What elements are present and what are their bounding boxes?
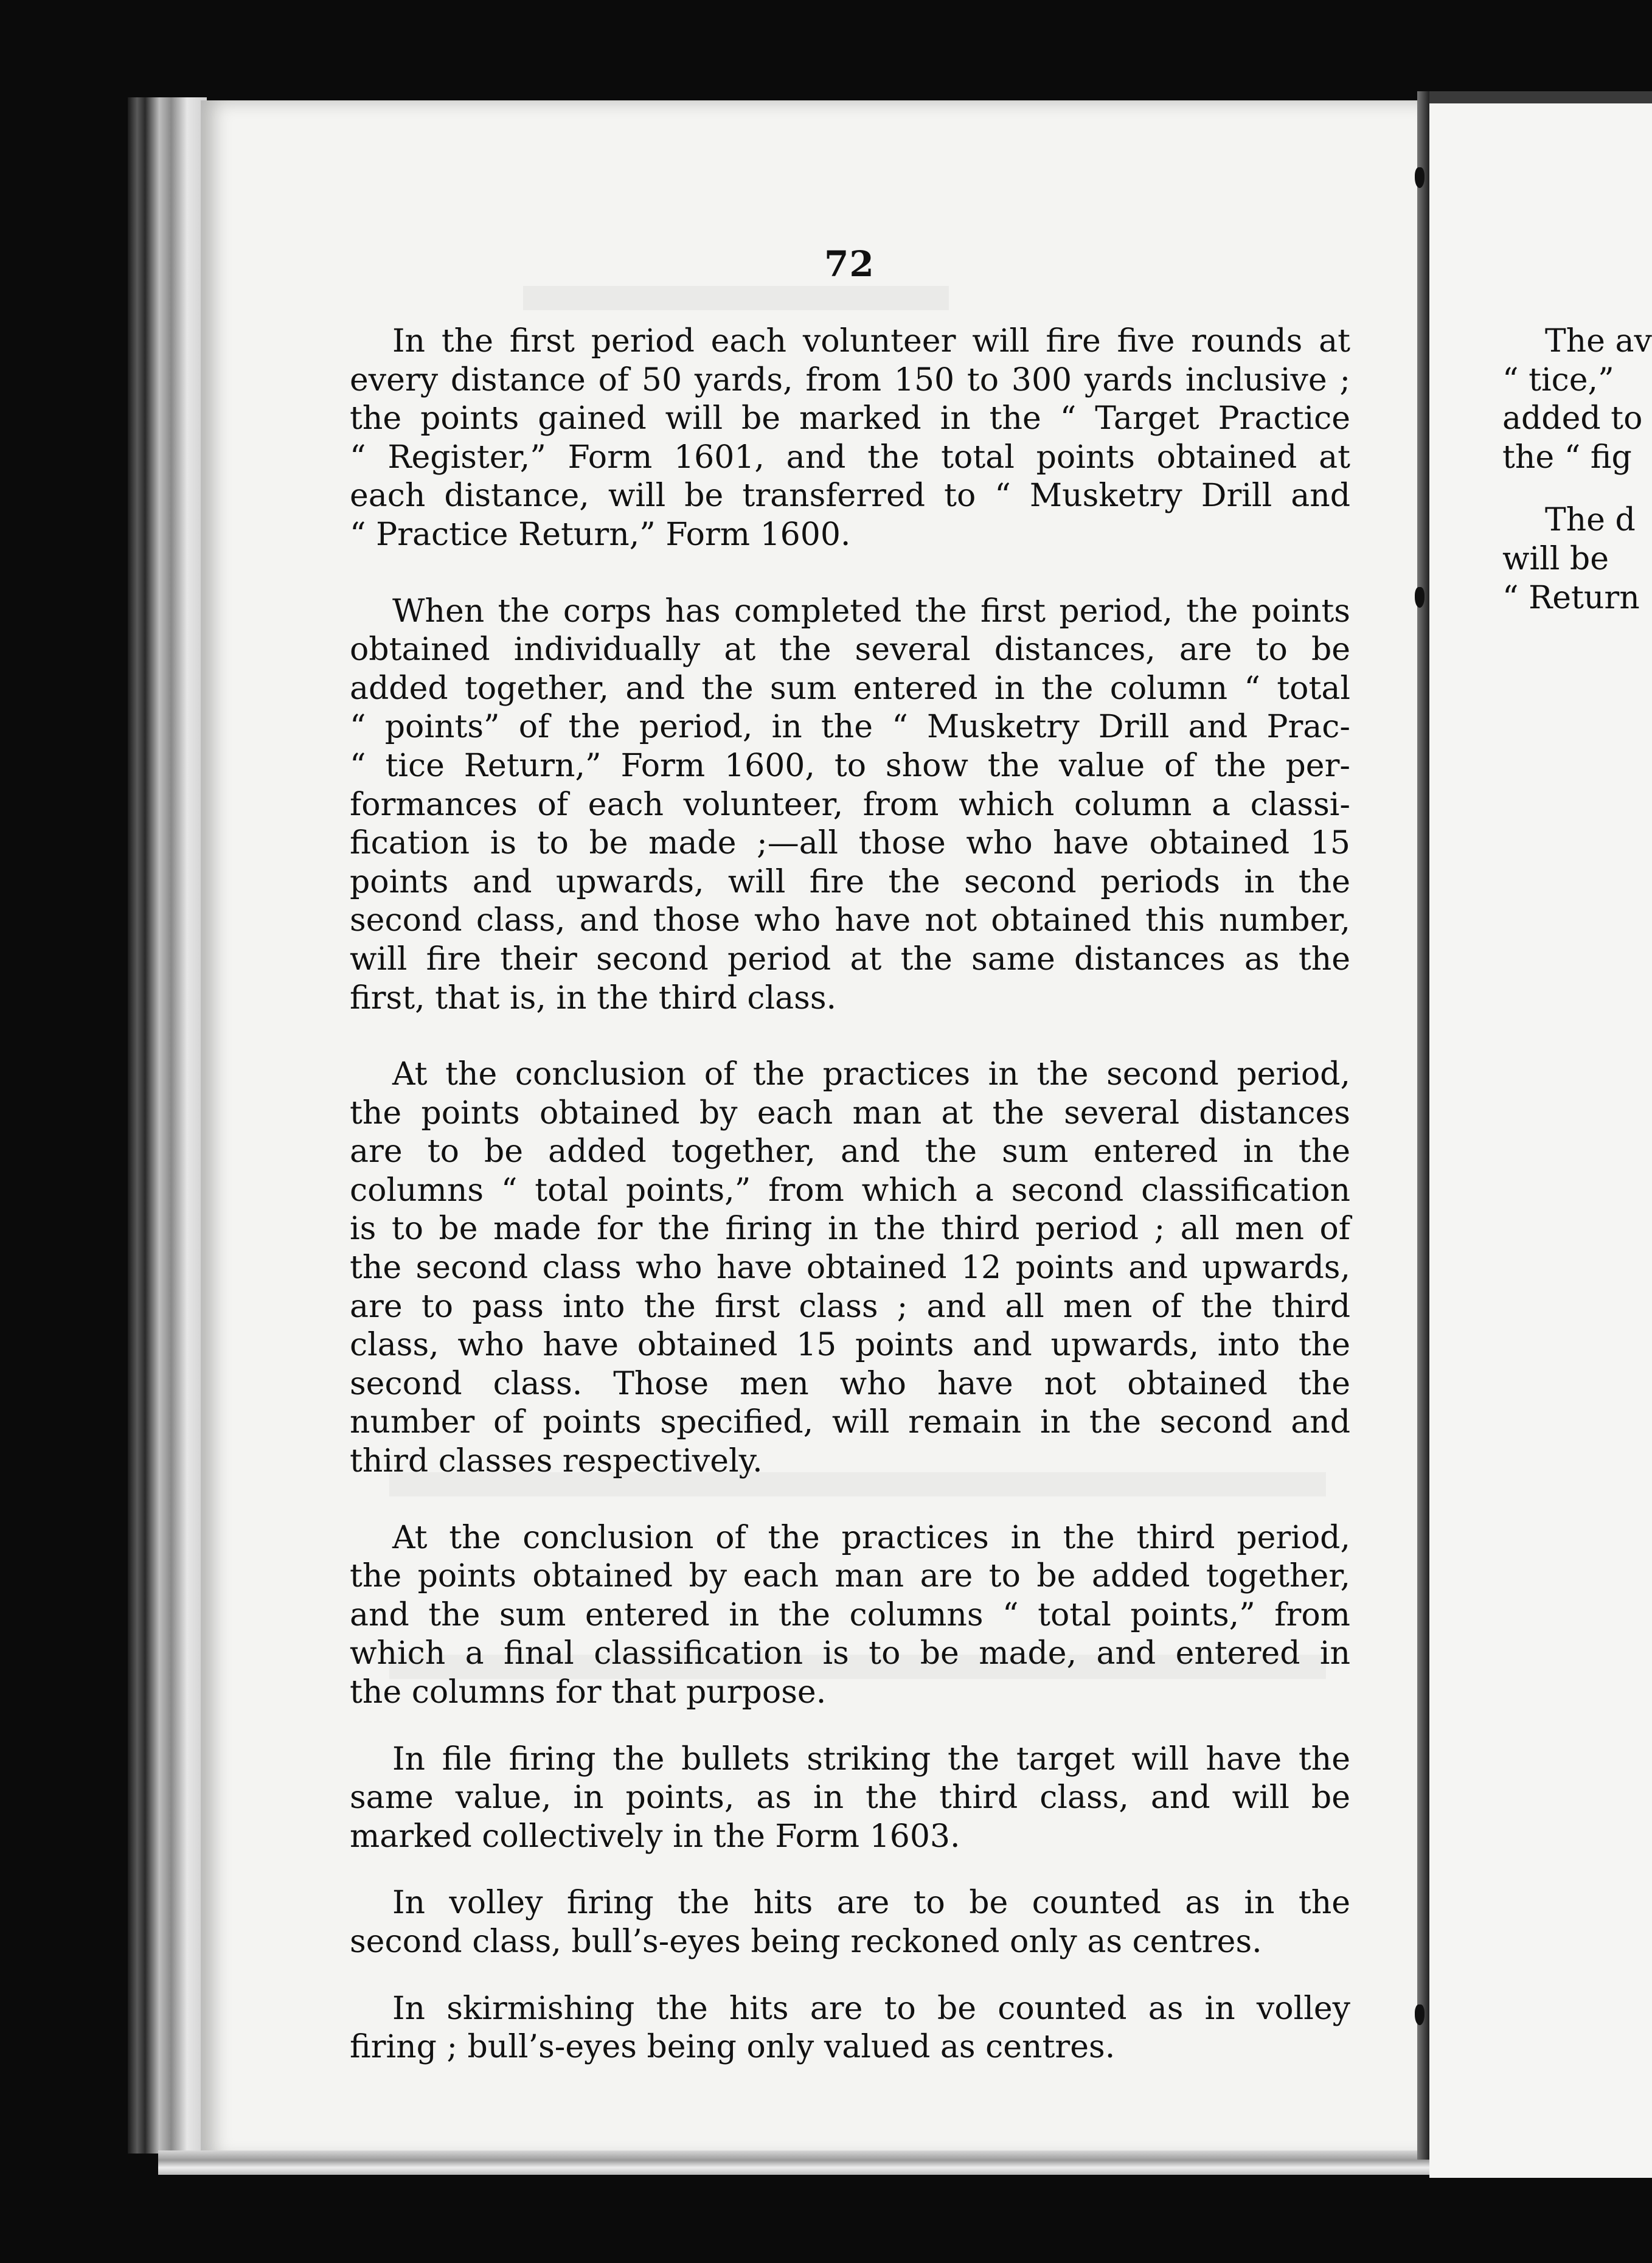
binding-mark [1415,2004,1425,2025]
text-line: each distance, will be transferred to “ Musketry Drill and [350,478,1350,515]
facing-page-line: The av [1545,323,1652,360]
text-line: second class, bull’s-eyes being reckoned only as centres. [350,1923,1262,1960]
text-line: class, who have obtained 15 points and upwards, into the [350,1327,1350,1364]
text-line: “ tice Return,” Form 1600, to show the value of the per- [350,747,1350,784]
page-body [350,322,1350,2067]
text-line: are to be added together, and the sum entered in the [350,1133,1350,1170]
paragraph [350,322,1350,555]
text-line: marked collectively in the Form 1603. [350,1818,960,1855]
text-line: “ points” of the period, in the “ Musketry Drill and Prac- [350,709,1350,746]
text-line: is to be made for the firing in the third period ; all men of [350,1211,1350,1248]
text-line: In the first period each volunteer will fire five rounds at [392,323,1350,360]
text-line: the points obtained by each man are to be added together, [350,1558,1350,1595]
text-line: second class. Those men who have not obtained the [350,1365,1350,1402]
book-gutter [1417,91,1429,2160]
text-line: second class, and those who have not obtained this number, [350,902,1350,939]
text-line: In skirmishing the hits are to be counted as in volley [392,1990,1350,2027]
binding-mark [1415,167,1425,188]
text-line: At the conclusion of the practices in the third period, [392,1519,1350,1556]
text-line: third classes respectively. [350,1443,763,1480]
text-line: are to pass into the first class ; and all men of the third [350,1288,1350,1325]
show-through-smudge [523,286,949,310]
text-line: the second class who have obtained 12 points and upwards, [350,1250,1350,1287]
paragraph [350,1740,1350,1857]
text-line: the columns for that purpose. [350,1674,827,1711]
text-line: points and upwards, will fire the second periods in the [350,863,1350,900]
page-number: 72 [824,243,875,285]
facing-page-line: will be [1502,540,1609,577]
binding-mark [1415,587,1425,608]
text-line: In volley firing the hits are to be counted as in the [392,1885,1350,1922]
facing-page-line: “ Return [1502,579,1640,616]
facing-page-text [1502,322,1652,617]
book-spine [128,97,207,2154]
facing-page-line: The d [1545,502,1636,539]
text-line: same value, in points, as in the third class, and will be [350,1779,1350,1816]
text-line: columns “ total points,” from which a second classification [350,1172,1350,1209]
text-line: At the conclusion of the practices in the second period, [392,1056,1350,1093]
facing-page-line: added to [1502,400,1643,437]
text-line: the points gained will be marked in the “ Target Practice [350,400,1350,437]
right-page-top-shadow [1429,91,1652,103]
text-line: formances of each volunteer, from which column a classi- [350,786,1350,823]
text-line: In file firing the bullets striking the target will have the [392,1740,1350,1778]
text-line: added together, and the sum entered in the column “ total [350,670,1350,707]
text-line: obtained individually at the several distances, are to be [350,631,1350,669]
text-line: and the sum entered in the columns “ total points,” from [350,1596,1350,1633]
text-line: the points obtained by each man at the several distances [350,1094,1350,1132]
facing-page-line: “ tice,” [1502,361,1614,398]
page-bottom-edge [158,2150,1429,2175]
facing-page-line: the “ fig [1502,439,1632,476]
paragraph [350,1055,1350,1481]
facing-page-spacer [1502,477,1652,501]
text-line: every distance of 50 yards, from 150 to 300 yards inclusive ; [350,361,1350,398]
text-line: first, that is, in the third class. [350,979,837,1017]
text-line: “ Register,” Form 1601, and the total points obtained at [350,439,1350,476]
paragraph [350,1884,1350,1961]
text-line: When the corps has completed the first period, the points [392,593,1350,630]
text-line: “ Practice Return,” Form 1600. [350,516,851,553]
paragraph [350,1519,1350,1712]
paragraph [350,1990,1350,2067]
paragraph [350,593,1350,1018]
text-line: fication is to be made ;—all those who have obtained 15 [350,825,1350,862]
text-line: number of points specified, will remain in the second and [350,1404,1350,1441]
text-line: which a final classification is to be made, and entered in [350,1635,1350,1672]
text-line: firing ; bull’s-eyes being only valued as centres. [350,2029,1116,2066]
text-line: will fire their second period at the same distances as the [350,940,1350,978]
